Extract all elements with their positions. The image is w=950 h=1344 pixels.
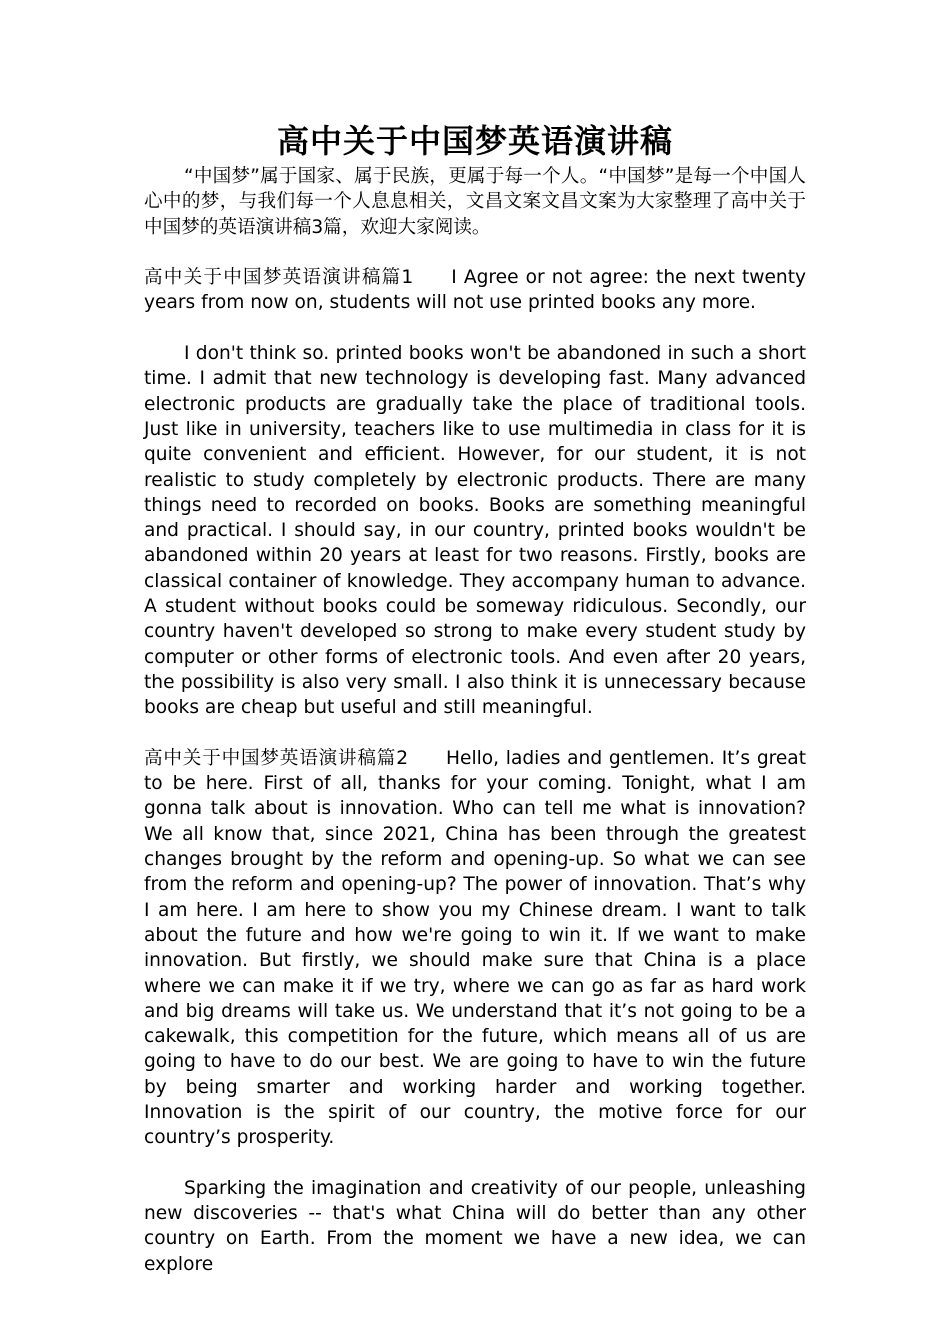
section1-paragraph — [144, 265, 806, 316]
document-title: 高中关于中国梦英语演讲稿 — [276, 122, 673, 160]
paragraph-gap — [144, 316, 806, 341]
section2-lead: Hello, ladies and gentlemen. It’s great to be here. First of all, thanks for your coming. Tonight, what I am gonna talk about is innovation. Who can tell me what is innovation? We all know that, since 2021, China has been through the greatest changes brought by the reform and opening-up. So what we can see from the reform and opening-up? The power of innovation. That’s why I am here. I am here to show you my Chinese dream. I want to talk about the future and how we're going to win it. If we want to make innovation. But firstly, we should make sure that China is a place where we can make it if we try, where we can go as far as hard work and big dreams will take us. We understand that it’s not going to be a cakewalk, this competition for the future, which means all of us are going to have to do our best. We are going to have to win the future by being smarter and working harder and working together. Innovation is the spirit of our country, the motive force for our country’s prosperity. — [144, 747, 806, 1149]
intro-paragraph: “中国梦”属于国家、属于民族，更属于每一个人。“中国梦”是每一个中国人心中的梦，与我们每一个人息息相关，文昌文案文昌文案为大家整理了高中关于中国梦的英语演讲稿3篇，欢迎大家阅读。 — [144, 166, 806, 238]
section2-paragraph — [144, 746, 806, 1151]
paragraph-gap — [144, 1151, 806, 1176]
section1-lead: I Agree or not agree: the next twenty years from now on, students will not use printed books any more. — [144, 267, 806, 314]
paragraph-gap — [144, 240, 806, 265]
paragraph-gap — [144, 721, 806, 746]
section2-body: Sparking the imagination and creativity of our people, unleashing new discoveries -- that's what China will do better than any other country on Earth. From the moment we have a new idea, we can explore — [144, 1177, 806, 1275]
section1-heading: 高中关于中国梦英语演讲稿篇1 — [144, 267, 414, 289]
section1-body: I don't think so. printed books won't be abandoned in such a short time. I admit that new technology is developing fast. Many advanced electronic products are gradually take the place of traditional tools. Just like in university, teachers like to use multimedia in class for it is quite convenient and efficient. However, for our student, it is not realistic to study completely by electronic products. There are many things need to recorded on books. Books are something meaningful and practical. I should say, in our country, printed books wouldn't be abandoned within 20 years at least for two reasons. Firstly, books are classical container of knowledge. They accompany human to advance. A student without books could be someway ridiculous. Secondly, our country haven't developed so strong to make every student study by computer or other forms of electronic tools. And even after 20 years, the possibility is also very small. I also think it is unnecessary because books are cheap but useful and still meaningful. — [144, 343, 806, 719]
section2-heading: 高中关于中国梦英语演讲稿篇2 — [144, 747, 409, 769]
document-page — [144, 118, 806, 1277]
